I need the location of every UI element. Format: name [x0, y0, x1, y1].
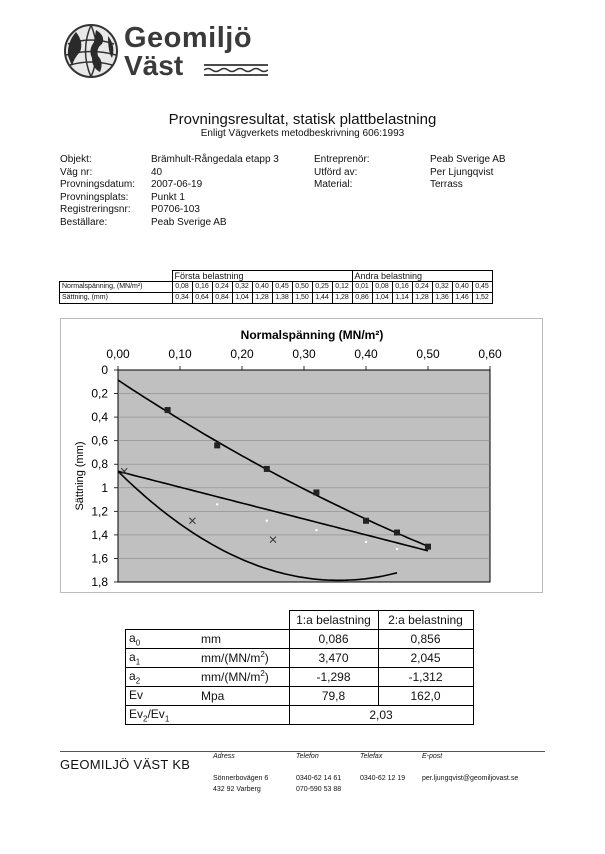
parameter-unit [201, 631, 221, 646]
settlement-cell: 0,84 [212, 293, 232, 304]
info-value: 2007-06-19 [151, 179, 203, 191]
table-row [60, 282, 493, 293]
parameter-cell [126, 668, 290, 687]
unit-text: mm/(MN/m [201, 669, 261, 684]
results-row [126, 630, 474, 649]
settlement-cell: 1,04 [232, 293, 252, 304]
unit-superscript: 2 [260, 668, 265, 678]
page-subtitle: Enligt Vägverkets metodbeskrivning 606:1993 [200, 128, 405, 139]
x-tick-label: 0,60 [478, 347, 502, 361]
info-value: Peab Sverige AB [430, 154, 506, 165]
col1-header: 1:a belastning [289, 611, 378, 630]
square-marker [313, 489, 319, 495]
footer-email [422, 773, 518, 784]
measurement-table [59, 270, 493, 304]
stress-cell: 0,32 [432, 282, 452, 293]
globe-logo-icon [62, 22, 120, 80]
y-tick-label: 1,8 [91, 575, 108, 589]
y-tick-label: 0,4 [91, 410, 108, 425]
unit-tail: ) [264, 650, 269, 665]
info-label: Entreprenör: [314, 154, 370, 165]
settlement-cell: 1,28 [252, 293, 272, 304]
stress-cell: 0,01 [352, 282, 372, 293]
settlement-chart [60, 318, 543, 593]
settlement-cell: 1,50 [292, 293, 312, 304]
results-row [126, 649, 474, 668]
y-tick-label: 0 [101, 363, 108, 377]
parameter-symbol: a [129, 630, 136, 645]
dot-marker [266, 520, 268, 522]
parameter-symbol: Ev [129, 687, 144, 702]
info-value: 40 [151, 166, 163, 178]
stress-cell: 0,40 [252, 282, 272, 293]
ratio-value: 2,03 [289, 706, 473, 725]
settlement-cell: 0,34 [172, 293, 192, 304]
x-tick-label: 0,30 [292, 347, 316, 361]
dot-marker [315, 529, 317, 531]
page-title: Provningsresultat, statisk plattbelastning [168, 111, 437, 128]
row-label: Normalspänning, (MN/m²) [60, 282, 173, 293]
info-label: Registreringsnr: [60, 204, 131, 216]
value-second-load: 162,0 [378, 687, 473, 706]
stress-cell: 0,08 [172, 282, 192, 293]
settlement-cell: 1,38 [272, 293, 292, 304]
y-tick-label: 0,2 [91, 386, 108, 401]
square-marker [394, 530, 400, 536]
value-second-load: -1,312 [378, 668, 473, 687]
footer-address [213, 773, 268, 795]
value-second-load: 2,045 [378, 649, 473, 668]
results-row [126, 687, 474, 706]
info-values-right [430, 154, 506, 192]
settlement-cell: 1,36 [432, 293, 452, 304]
value-first-load: -1,298 [289, 668, 378, 687]
x-tick-label: 0,00 [106, 347, 130, 361]
y-tick-label: 0,8 [91, 457, 108, 472]
info-label: Provningsplats: [60, 191, 129, 203]
stress-cell: 0,32 [232, 282, 252, 293]
settlement-cell: 1,14 [392, 293, 412, 304]
footer-fax-label: Telefax [360, 753, 383, 760]
footer-fax [360, 773, 405, 784]
stress-cell: 0,16 [192, 282, 212, 293]
info-label: Objekt: [60, 154, 92, 165]
stress-cell: 0,45 [472, 282, 492, 293]
wave-lines-icon [204, 63, 268, 77]
info-value: Brämhult-Rångedala etapp 3 [151, 154, 279, 165]
results-table [125, 610, 474, 725]
footer-company: GEOMILJÖ VÄST KB [60, 757, 191, 772]
y-axis-label: Sättning (mm) [74, 441, 86, 511]
unit-text: mm [201, 631, 221, 646]
ratio-symbol: Ev [129, 706, 144, 721]
stress-cell: 0,25 [312, 282, 332, 293]
ratio-subscript: 1 [164, 714, 170, 724]
y-tick-label: 1 [101, 480, 108, 495]
value-first-load: 79,8 [289, 687, 378, 706]
info-label: Utförd av: [314, 166, 358, 178]
info-label: Provningsdatum: [60, 179, 136, 191]
table-row [60, 293, 493, 304]
y-tick-label: 1,4 [91, 527, 108, 542]
square-marker [165, 407, 171, 413]
x-tick-label: 0,10 [168, 347, 192, 361]
y-tick-label: 0,6 [91, 433, 108, 448]
square-marker [214, 442, 220, 448]
table-header-row [60, 271, 493, 282]
parameter-unit [201, 650, 269, 665]
footer-address-line: 432 92 Varberg [213, 786, 261, 793]
brand-name: Geomiljö [124, 22, 253, 54]
settlement-cell: 1,28 [332, 293, 352, 304]
col2-header: 2:a belastning [378, 611, 473, 630]
info-value: Per Ljungqvist [430, 166, 494, 178]
footer-email-link[interactable]: per.ljungqvist@geomiljovast.se [422, 775, 519, 782]
value-first-load: 3,470 [289, 649, 378, 668]
parameter-subscript: 0 [135, 638, 141, 648]
stress-cell: 0,40 [452, 282, 472, 293]
parameter-unit [201, 669, 269, 684]
footer-phone-line: 070-590 53 88 [296, 786, 342, 793]
x-tick-label: 0,50 [416, 347, 440, 361]
parameter-subscript: 2 [135, 676, 141, 686]
footer-address-label: Adress [213, 753, 235, 760]
stress-cell: 0,16 [392, 282, 412, 293]
footer-phone-label: Telefon [296, 753, 319, 760]
parameter-cell [126, 630, 290, 649]
stress-cell: 0,24 [412, 282, 432, 293]
parameter-cell [126, 649, 290, 668]
results-header-row [126, 611, 474, 630]
info-label: Väg nr: [60, 166, 93, 178]
stress-cell: 0,12 [332, 282, 352, 293]
settlement-cell: 0,86 [352, 293, 372, 304]
parameter-symbol: a [129, 649, 136, 664]
settlement-cell: 1,04 [372, 293, 392, 304]
x-tick-label: 0,40 [354, 347, 378, 361]
ratio-subscript: 2 [143, 714, 148, 724]
stress-cell: 0,45 [272, 282, 292, 293]
parameter-unit [201, 688, 224, 703]
info-value: Terrass [430, 179, 463, 191]
ratio-slash: /Ev [147, 706, 165, 721]
parameter-subscript: 1 [135, 657, 141, 667]
brand-region: Väst [124, 50, 184, 81]
row-label: Sättning, (mm) [60, 293, 173, 304]
info-value: P0706-103 [151, 204, 200, 216]
info-labels-left [60, 154, 135, 230]
settlement-cell: 1,46 [452, 293, 472, 304]
info-values-left [151, 154, 279, 230]
stress-cell: 0,24 [212, 282, 232, 293]
chart-title: Normalspänning (MN/m²) [240, 328, 384, 342]
settlement-cell: 1,28 [412, 293, 432, 304]
stress-cell: 0,08 [372, 282, 392, 293]
parameter-cell [126, 687, 290, 706]
stress-cell: 0,50 [292, 282, 312, 293]
dot-marker [216, 503, 218, 505]
unit-tail: ) [264, 669, 269, 684]
dot-marker [396, 548, 398, 550]
x-tick-label: 0,20 [230, 347, 254, 361]
square-marker [425, 544, 431, 550]
settlement-cell: 1,52 [472, 293, 492, 304]
unit-text: Mpa [201, 688, 225, 703]
y-tick-label: 1,2 [91, 504, 108, 519]
results-row [126, 668, 474, 687]
footer-email-label: E-post [422, 753, 443, 760]
ratio-cell [126, 706, 290, 725]
footer-address-line: Sönnerbovägen 6 [213, 775, 269, 782]
square-marker [363, 518, 369, 524]
value-second-load: 0,856 [378, 630, 473, 649]
plot-area [118, 370, 490, 582]
footer-phone-line: 0340-62 14 61 [296, 775, 342, 782]
info-labels-right [314, 154, 370, 192]
unit-superscript: 2 [260, 649, 265, 659]
info-label: Beställare: [60, 216, 108, 228]
settlement-cell: 0,64 [192, 293, 212, 304]
info-value: Punkt 1 [151, 191, 185, 203]
results-ratio-row [126, 706, 474, 725]
parameter-symbol: a [129, 668, 136, 683]
dot-marker [365, 541, 367, 543]
info-label: Material: [314, 179, 353, 191]
footer-divider [60, 751, 545, 752]
footer-fax-line: 0340-62 12 19 [360, 775, 406, 782]
first-load-header: Första belastning [172, 271, 352, 282]
info-value: Peab Sverige AB [151, 216, 227, 228]
settlement-cell: 1,44 [312, 293, 332, 304]
unit-text: mm/(MN/m [201, 650, 261, 665]
second-load-header: Andra belastning [352, 271, 492, 282]
value-first-load: 0,086 [289, 630, 378, 649]
footer-phone [296, 773, 341, 795]
square-marker [264, 466, 270, 472]
y-tick-label: 1,6 [91, 551, 108, 566]
